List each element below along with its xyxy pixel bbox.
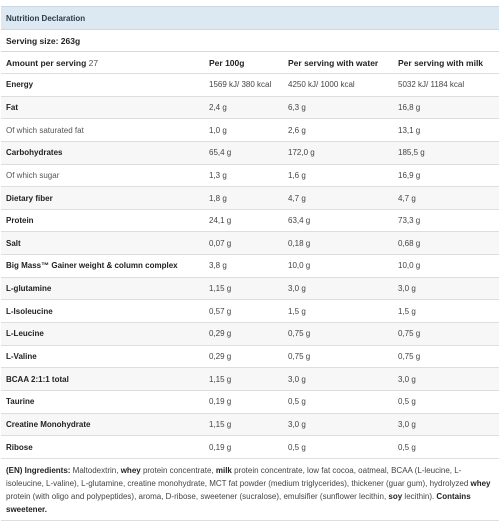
row-milk: 73,3 g — [393, 209, 499, 232]
row-water: 0,18 g — [283, 232, 393, 255]
row-milk: 0,75 g — [393, 345, 499, 368]
ingredient-highlight: Contains sweetener. — [6, 491, 471, 514]
row-water: 6,3 g — [283, 96, 393, 119]
ingredient-highlight: whey — [120, 465, 141, 475]
row-per100: 3,8 g — [204, 255, 283, 278]
title-bar — [1, 6, 499, 30]
row-water: 2,6 g — [283, 119, 393, 142]
row-milk: 0,68 g — [393, 232, 499, 255]
table-row — [1, 119, 499, 142]
panel-title: Nutrition Declaration — [6, 13, 86, 23]
table-row — [1, 232, 499, 255]
row-per100: 0,57 g — [204, 300, 283, 323]
nutrition-panel — [1, 6, 499, 521]
table-row — [1, 390, 499, 413]
row-milk: 0,5 g — [393, 436, 499, 459]
row-milk: 5032 kJ/ 1184 kcal — [393, 74, 499, 97]
table-row — [1, 277, 499, 300]
row-name: Of which sugar — [1, 164, 204, 187]
row-milk: 3,0 g — [393, 368, 499, 391]
ingredient-text: protein concentrate, low fat cocoa, oatmeal, BCAA (L-leucine, L-isoleucine, L-valine), L-glutamine, creatine monohydrate, MCT fat powder (medium triglycerides), thickener (guar gum), hydrolyzed — [6, 465, 471, 488]
row-water: 3,0 g — [283, 277, 393, 300]
table-row — [1, 368, 499, 391]
row-milk: 0,75 g — [393, 323, 499, 346]
row-water: 3,0 g — [283, 368, 393, 391]
ingredient-highlight: whey — [470, 478, 491, 488]
ingredient-highlight: (EN) Ingredients: — [6, 465, 73, 475]
row-water: 3,0 g — [283, 413, 393, 436]
table-row — [1, 300, 499, 323]
row-name: Dietary fiber — [1, 187, 204, 210]
row-milk: 4,7 g — [393, 187, 499, 210]
row-per100: 1,15 g — [204, 368, 283, 391]
row-water: 0,75 g — [283, 345, 393, 368]
row-water: 1,6 g — [283, 164, 393, 187]
row-milk: 13,1 g — [393, 119, 499, 142]
row-name: Energy — [1, 74, 204, 97]
row-per100: 0,29 g — [204, 345, 283, 368]
header-water: Per serving with water — [283, 52, 393, 74]
row-name: Ribose — [1, 436, 204, 459]
ingredient-text: Maltodextrin, — [72, 465, 121, 475]
ingredient-text: lecithin). — [402, 491, 437, 501]
ingredient-text: protein concentrate, — [140, 465, 216, 475]
row-milk: 0,5 g — [393, 390, 499, 413]
row-water: 172,0 g — [283, 141, 393, 164]
row-name: BCAA 2:1:1 total — [1, 368, 204, 391]
row-per100: 1,15 g — [204, 277, 283, 300]
row-name: Protein — [1, 209, 204, 232]
row-per100: 24,1 g — [204, 209, 283, 232]
row-per100: 0,19 g — [204, 436, 283, 459]
ingredient-text: protein (with oligo and polypeptides), aroma, D-ribose, sweetener (sucralose), emulsifier (sunflower lecithin, — [6, 491, 389, 501]
row-per100: 0,29 g — [204, 323, 283, 346]
row-water: 0,5 g — [283, 390, 393, 413]
row-milk: 10,0 g — [393, 255, 499, 278]
row-water: 63,4 g — [283, 209, 393, 232]
row-name: Salt — [1, 232, 204, 255]
ingredients-text — [1, 459, 499, 521]
table-row — [1, 323, 499, 346]
header-amount: Amount per serving 27 — [1, 52, 204, 74]
table-row — [1, 187, 499, 210]
ingredient-highlight: milk — [215, 465, 232, 475]
row-name: L-Valine — [1, 345, 204, 368]
row-water: 4250 kJ/ 1000 kcal — [283, 74, 393, 97]
table-row — [1, 413, 499, 436]
row-milk: 3,0 g — [393, 413, 499, 436]
row-name: Of which saturated fat — [1, 119, 204, 142]
table-row — [1, 141, 499, 164]
row-milk: 1,5 g — [393, 300, 499, 323]
row-water: 0,5 g — [283, 436, 393, 459]
row-per100: 1,0 g — [204, 119, 283, 142]
row-per100: 0,19 g — [204, 390, 283, 413]
table-row — [1, 209, 499, 232]
row-per100: 0,07 g — [204, 232, 283, 255]
header-per100: Per 100g — [204, 52, 283, 74]
table-row — [1, 164, 499, 187]
row-name: L-glutamine — [1, 277, 204, 300]
row-per100: 1,3 g — [204, 164, 283, 187]
row-milk: 185,5 g — [393, 141, 499, 164]
table-header-row — [1, 52, 499, 74]
row-milk: 16,8 g — [393, 96, 499, 119]
row-water: 4,7 g — [283, 187, 393, 210]
row-per100: 1,8 g — [204, 187, 283, 210]
row-name: L-Isoleucine — [1, 300, 204, 323]
row-name: Creatine Monohydrate — [1, 413, 204, 436]
header-milk: Per serving with milk — [393, 52, 499, 74]
ingredient-highlight: soy — [388, 491, 403, 501]
table-row — [1, 345, 499, 368]
row-water: 10,0 g — [283, 255, 393, 278]
nutrition-table — [1, 52, 499, 459]
row-name: Big Mass™ Gainer weight & column complex — [1, 255, 204, 278]
row-milk: 16,9 g — [393, 164, 499, 187]
table-row — [1, 436, 499, 459]
row-name: L-Leucine — [1, 323, 204, 346]
row-per100: 1569 kJ/ 380 kcal — [204, 74, 283, 97]
row-name: Carbohydrates — [1, 141, 204, 164]
row-per100: 65,4 g — [204, 141, 283, 164]
table-row — [1, 255, 499, 278]
row-per100: 1,15 g — [204, 413, 283, 436]
row-milk: 3,0 g — [393, 277, 499, 300]
row-water: 1,5 g — [283, 300, 393, 323]
row-name: Taurine — [1, 390, 204, 413]
serving-size: Serving size: 263g — [1, 30, 499, 52]
table-row — [1, 74, 499, 97]
row-name: Fat — [1, 96, 204, 119]
row-per100: 2,4 g — [204, 96, 283, 119]
row-water: 0,75 g — [283, 323, 393, 346]
table-row — [1, 96, 499, 119]
